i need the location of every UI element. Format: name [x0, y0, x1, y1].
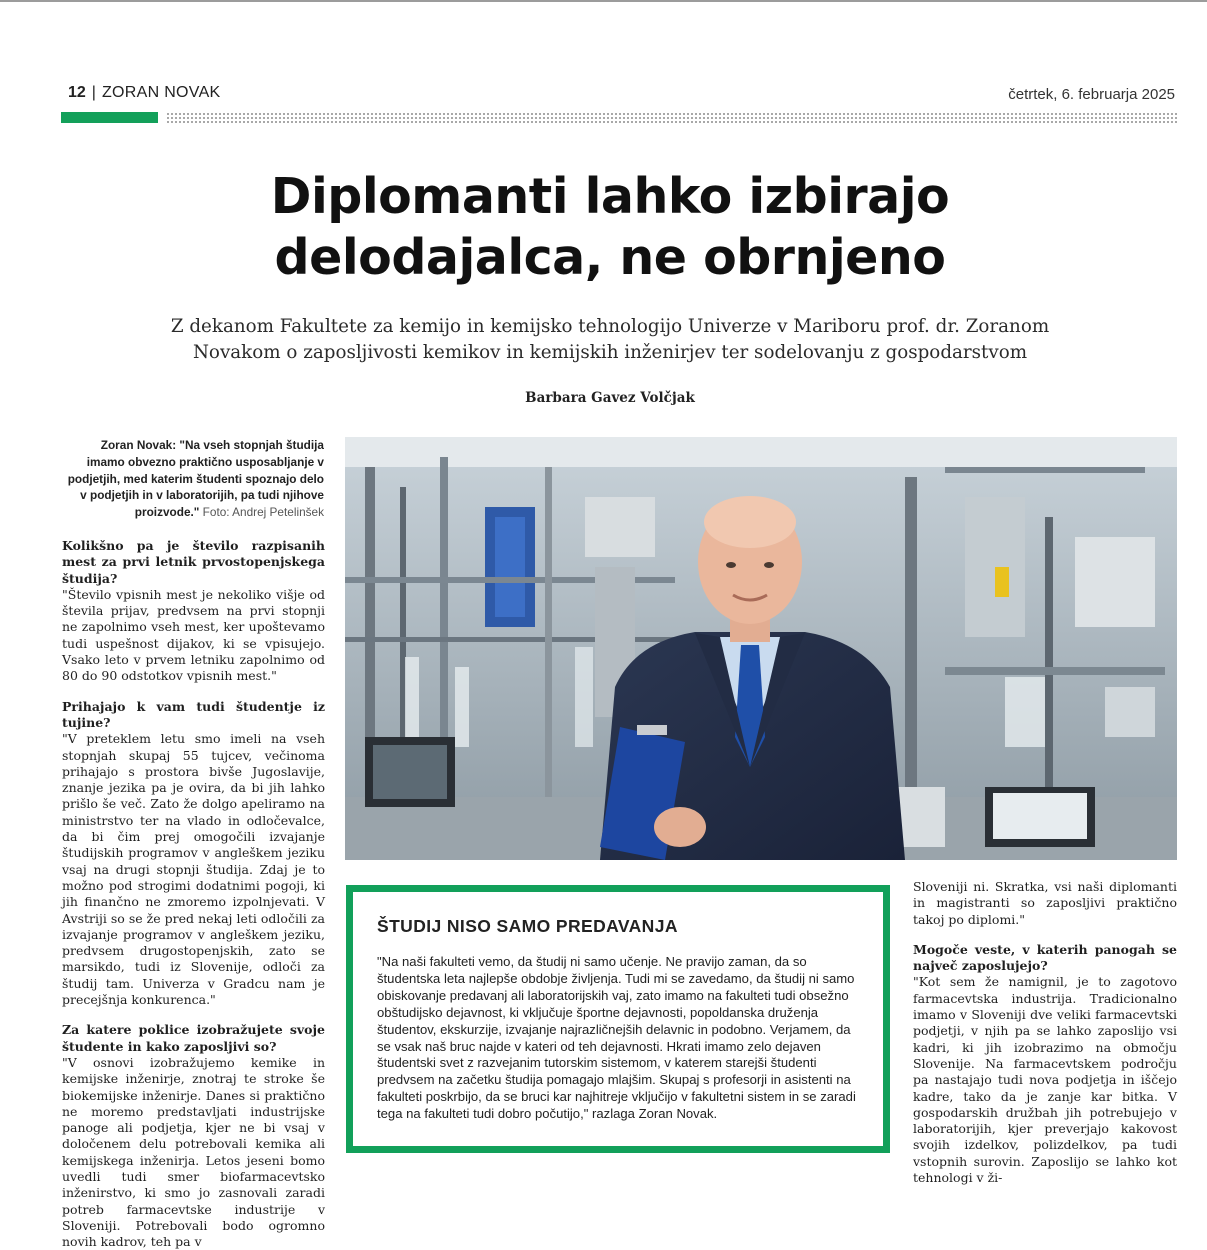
issue-date: četrtek, 6. februarja 2025 — [1008, 86, 1175, 103]
sidebar-box-text: "Na naši fakulteti vemo, da študij ni samo učenje. Ne pravijo zaman, da so študentska leta najlepše obdobje življenja. Tudi mi se zavedamo, da študij ni samo obiskovanje predavanj ali laboratorijskih vaj, zato imamo na fakulteti tudi obsežno obštudijsko dejavnost, ki vključuje športne dejavnosti, popoldanska druženja študentov, ekskurzije, izvajanje najrazličnejših delavnic in podobno. Verjamem, da se vsak naš bruc najde v kateri od teh dejavnosti. Hkrati imamo zelo dejaven študentski svet z razvejanim tutorskim sistemom, v katerem starejši študenti predvsem na začetku študija pomagajo mlajšim. Skupaj s profesorji in asistenti na fakulteti poskrbijo, da se bruci kar najhitreje vključijo v fakultetni sistem in se zaradi tega na fakulteti tudi dobro počutijo," razlaga Zoran Novak. — [377, 954, 856, 1122]
accent-bar — [61, 112, 158, 123]
folio-separator: | — [91, 84, 96, 101]
dotted-rule — [166, 112, 1178, 124]
answer-1: "Število vpisnih mest je nekoliko višje od števila prijav, predvsem na prvi stopnji ne zapolnimo vseh mest, ker upoštevamo tudi uspešnost dijakov, ki se vpisujejo. Vsako leto v prvem letniku zapolnimo od 80 do 90 odstotkov vpisnih mest." — [62, 586, 325, 684]
photo-caption — [62, 437, 324, 521]
sidebar-box — [346, 885, 890, 1153]
sidebar-box-title: ŠTUDIJ NISO SAMO PREDAVANJA — [377, 916, 678, 936]
page-folio — [68, 84, 221, 102]
deck — [140, 314, 1080, 366]
headline-line-1: Diplomanti lahko izbirajo — [270, 168, 950, 225]
left-column — [62, 538, 325, 1250]
headline — [140, 166, 1080, 288]
answer-4: "Kot sem že namignil, je to zagotovo farmacevtska industrija. Tradicionalno imamo v Sloveniji dve veliki farmacevtski podjetji, v njih pa se lahko zaposlijo vsi kadri, ki jih izobrazimo na območju Slovenije. Na farmacevtskem področju pa nastajajo tudi nova podjetja in iščejo kadre, tako da je zanje kar bitka. V gospodarskih družbah jih potrebujejo v laboratorijih, kjer preverjajo kakovost svojih izdelkov, polizdelkov, pa tudi vstopnih surovin. Zaposlijo se lahko kot tehnologi v ži- — [913, 974, 1177, 1186]
page-number: 12 — [68, 84, 86, 101]
byline: Barbara Gavez Volčjak — [525, 390, 695, 406]
caption-text: Zoran Novak: "Na vseh stopnjah študija imamo obvezno praktično usposabljanje v podjetjih, med katerim študenti spoznajo delo v podjetjih in v laboratorijih, pa tudi njihove proizvode." — [67, 438, 324, 520]
deck-line-2: Novakom o zaposljivosti kemikov in kemijskih inženirjev ter sodelovanju z gospodarstvom — [192, 342, 1028, 363]
top-rule — [0, 0, 1207, 2]
headline-line-2: delodajalca, ne obrnjeno — [274, 229, 946, 286]
lab-portrait-illustration — [345, 437, 1177, 860]
question-1: Kolikšno pa je število razpisanih mest za prvi letnik prvostopenjskega študija? — [62, 538, 325, 586]
section-name: ZORAN NOVAK — [101, 84, 221, 101]
answer-2: "V preteklem letu smo imeli na vseh stopnjah skupaj 55 tujcev, večinoma prihajajo s prostora bivše Jugoslavije, znanje jezika pa je ovira, da bi jih lahko prišlo še več. Zato že dolgo apeliramo na ministrstvo ter na vlado in odločevalce, da bi čim prej omogočili izvajanje študijskih programov v angleškem jeziku vsaj na drugi stopnji študija. Zdaj je to možno pod strogimi dodatnimi pogoji, ki jih finančno ne zmoremo izpolnjevati. V Avstriji so se že pred nekaj leti odločili za izvajanje programov v angleškem jeziku, predvsem drugostopenjskih, zato se marsikdo, tudi iz Slovenije, odloči za študij tam. Univerza v Gradcu nam je precejšnja konkurenca." — [62, 731, 325, 1008]
deck-line-1: Z dekanom Fakultete za kemijo in kemijsko tehnologijo Univerze v Mariboru prof. dr. Zoranom — [170, 316, 1050, 337]
article-photo — [345, 437, 1177, 860]
right-column — [913, 879, 1177, 1186]
question-2: Prihajajo k vam tudi študentje iz tujine? — [62, 698, 325, 730]
question-3: Za katere poklice izobražujete svoje študente in kako zaposljivi so? — [62, 1022, 325, 1054]
question-4: Mogoče veste, v katerih panogah se največ zaposlujejo? — [913, 941, 1177, 974]
photo-credit: Foto: Andrej Petelinšek — [202, 505, 324, 520]
answer-3-continued: Sloveniji ni. Skratka, vsi naši diplomanti in magistranti so zaposljivi praktično takoj po diplomi." — [913, 879, 1177, 927]
answer-3: "V osnovi izobražujemo kemike in kemijske inženirje, znotraj te stroke še biokemijske inženirje. Danes si praktično ne moremo predstavljati industrijske panoge ali podjetja, kjer ne bi vsaj v določenem delu potrebovali kemika ali kemijskega inženirja. Letos jeseni bomo uvedli tudi smer biofarmacevtsko inženirstvo, ki smo jo zasnovali zaradi potreb farmacevtske industrije v Sloveniji. Potrebovali bodo ogromno novih kadrov, teh pa v — [62, 1054, 325, 1250]
